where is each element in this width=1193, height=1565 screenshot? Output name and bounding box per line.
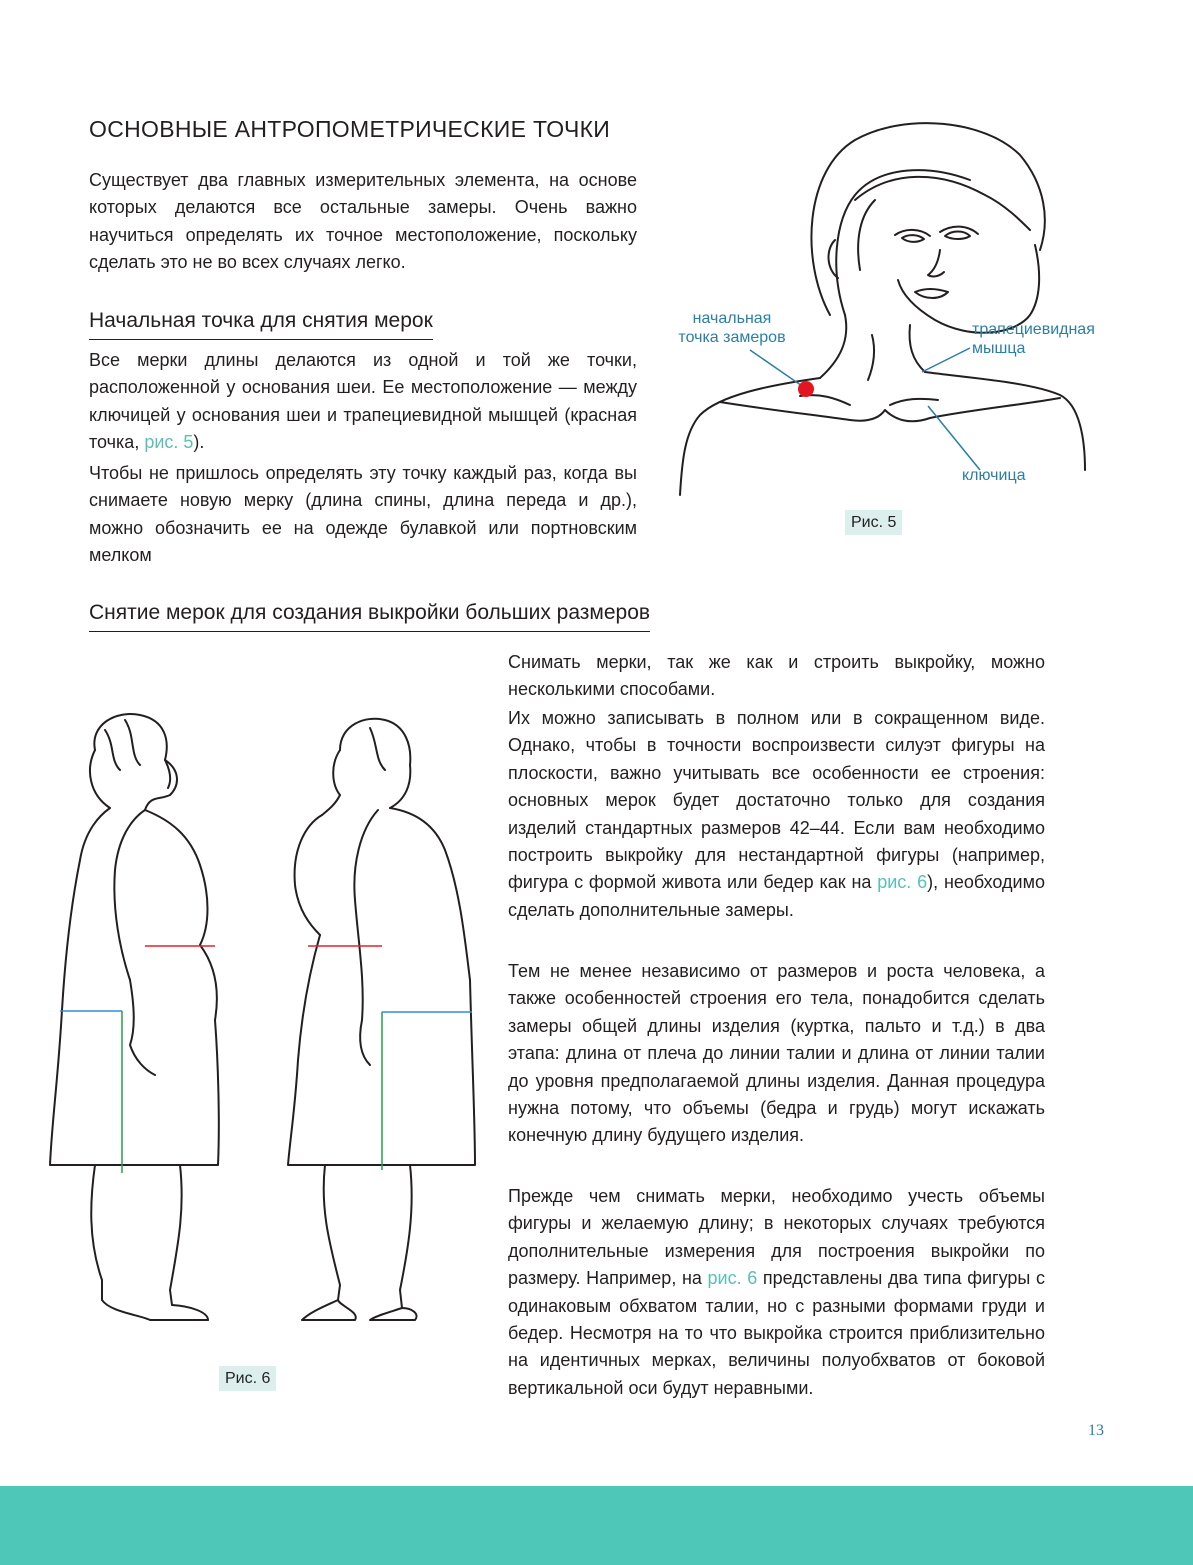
fig6-left-figure xyxy=(50,714,219,1320)
fig5-label-clavicle: ключица xyxy=(962,467,1026,484)
section2-p2-end: ), необходимо сделать дополнительные замеры. xyxy=(508,872,1045,920)
fig5-label-start-point: начальная точка замеров xyxy=(678,310,786,346)
fig5-caption: Рис. 5 xyxy=(845,510,902,535)
section2-p4-text: Прежде чем снимать мерки, необходимо учесть объемы фигуры и желаемую длину; в некоторых случаях требуются дополнительные измерения для построения выкройки по размеру. Например, на xyxy=(508,1186,1045,1289)
section1-p1-text: Все мерки длины делаются из одной и той же точки, расположенной у основания шеи. Ее местоположение — между ключицей у основания шеи и трапециевидной мышцей (красная точка, xyxy=(89,350,637,453)
fig5-neck xyxy=(820,315,846,378)
section1-paragraph-2: Чтобы не пришлось определять эту точку каждый раз, когда вы снимаете новую мерку (длина спины, длина переда и др.), можно обозначить ее на одежде булавкой или портновским мелком xyxy=(89,463,637,566)
intro-paragraph: Существует два главных измерительных элемента, на основе которых делаются все остальные замеры. Очень важно научиться определять их точное местоположение, поскольку сделать это не во всех случаях легко. xyxy=(89,170,637,273)
section1-paragraph-1 xyxy=(89,347,637,457)
section1-p1-end: ). xyxy=(193,432,205,453)
section2-paragraph-3: Тем не менее независимо от размеров и роста человека, а также особенностей строения его тела, понадобится сделать замеры общей длины изделия (куртка, пальто и т.д.) в два этапа: длина от плеча до линии талии и длина от линии талии до уровня предполагаемой длины изделия. Данная процедура нужна потому, что объемы (бедра и грудь) могут искажать конечную длину будущего изделия. xyxy=(508,961,1045,1146)
fig5-pointer-start xyxy=(750,350,805,388)
section2-paragraph-2 xyxy=(508,705,1045,924)
fig5-pointer-trapezius xyxy=(922,348,970,372)
section2-p4-end: представлены два типа фигуры с одинаковым обхватом талии, но с разными формами груди и бедер. Несмотря на то что выкройка строится приблизительно на идентичных мерках, величины полуобхватов от боковой вертикальной оси будут неравными. xyxy=(508,1268,1046,1398)
fig6-measurement-lines xyxy=(60,946,472,1173)
fig5-link[interactable]: рис. 5 xyxy=(144,432,194,453)
figure6-illustration xyxy=(40,700,490,1350)
page-number: 13 xyxy=(1088,1422,1104,1439)
fig6-link-2[interactable]: рис. 6 xyxy=(707,1268,758,1289)
fig6-link-1[interactable]: рис. 6 xyxy=(877,872,928,893)
fig5-pointer-clavicle xyxy=(928,406,980,470)
footer-band xyxy=(0,1486,1193,1565)
fig5-red-point xyxy=(798,381,814,397)
fig6-caption: Рис. 6 xyxy=(219,1366,276,1391)
section2-p2-text: Их можно записывать в полном или в сокращенном виде. Однако, чтобы в точности воспроизвести силуэт фигуры на плоскости, важно учитывать все особенности ее строения: основных мерок будет достаточно только для создания изделий стандартных размеров 42–44. Если вам необходимо построить выкройку для нестандартной фигуры (например, фигура с формой живота или бедер как на xyxy=(508,708,1045,893)
fig5-shoulders xyxy=(680,378,820,495)
fig5-hair xyxy=(811,123,1044,315)
fig5-neckline xyxy=(720,398,1060,421)
figure5-illustration xyxy=(640,110,1130,500)
section2-heading: Снятие мерок для создания выкройки больших размеров xyxy=(89,601,650,632)
section2-paragraph-4 xyxy=(508,1183,1045,1402)
section1-heading: Начальная точка для снятия мерок xyxy=(89,309,433,340)
section2-paragraph-1: Снимать мерки, так же как и строить выкройку, можно несколькими способами. xyxy=(508,652,1045,700)
section-title: ОСНОВНЫЕ АНТРОПОМЕТРИЧЕСКИЕ ТОЧКИ xyxy=(89,116,611,142)
fig5-label-trapezius: трапециевидная мышца xyxy=(972,321,1095,357)
